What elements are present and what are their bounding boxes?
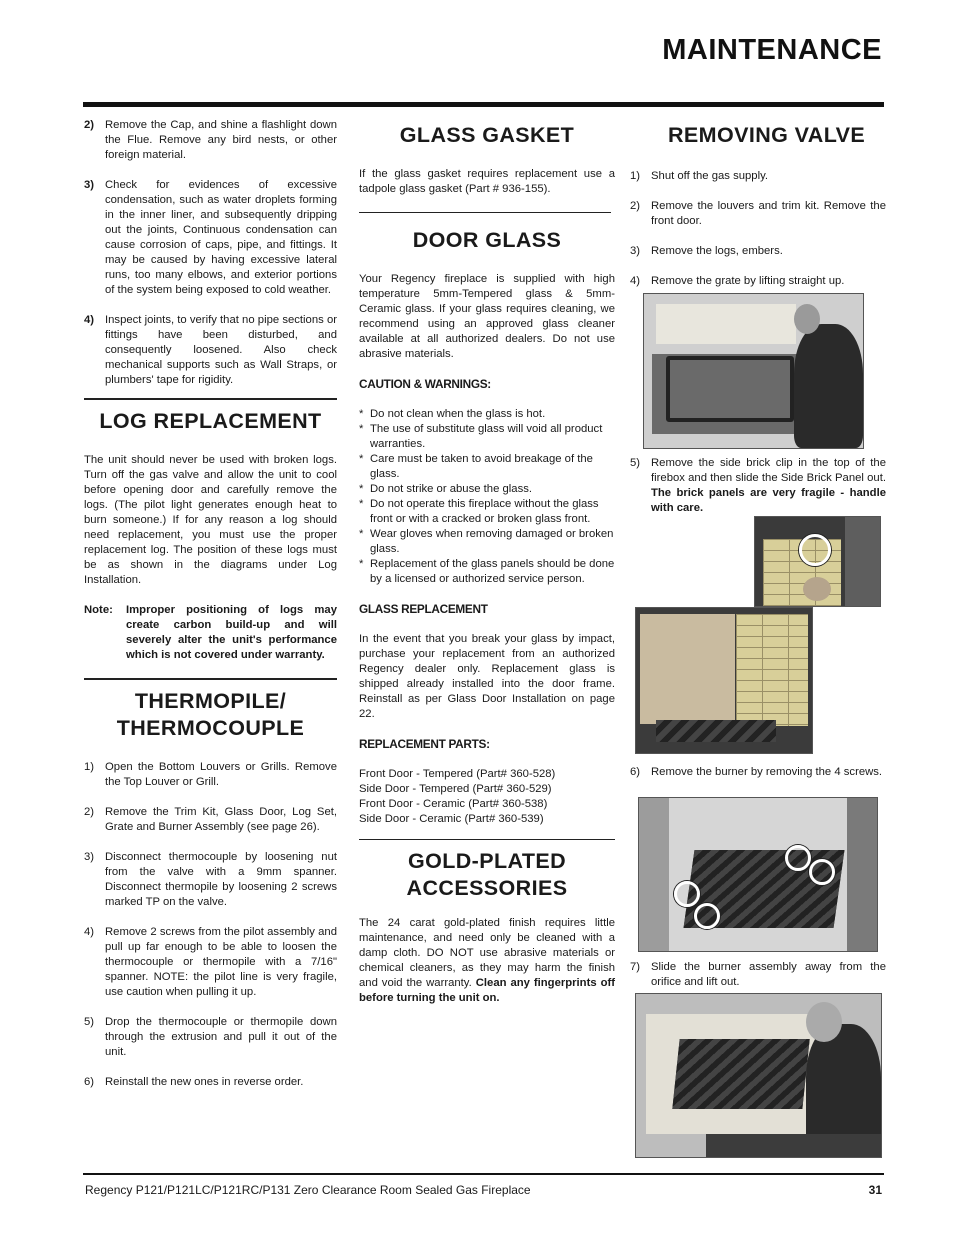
- section-heading-log-replacement: LOG REPLACEMENT: [99, 409, 322, 433]
- list-item: Front Door - Ceramic (Part# 360-538): [359, 798, 548, 810]
- warnings-list: [359, 407, 615, 587]
- photo-burner-screws: [638, 797, 878, 952]
- footer-text: Regency P121/P121LC/P121RC/P131 Zero Clearance Room Sealed Gas Fireplace: [85, 1183, 531, 1197]
- photo-sliding-burner: [635, 993, 882, 1158]
- door-glass-text: Your Regency fireplace is supplied with high temperature 5mm-Tempered glass & 5mm-Ceramic glass. If your glass requires cleaning, we recommend using an approved glass cleaner available at all authorized dealers. Do not use abrasive materials.: [359, 273, 615, 360]
- header-rule: [83, 102, 884, 107]
- list-item: 2) Remove the Cap, and shine a flashlight down the Flue. Remove any bird nests, or other foreign material.: [84, 119, 337, 161]
- list-item: Side Door - Ceramic (Part# 360-539): [359, 813, 544, 825]
- highlight-circle: [674, 881, 700, 907]
- section-heading-gold-plated: GOLD-PLATED ACCESSORIES: [406, 849, 568, 900]
- footer-rule: [83, 1173, 884, 1175]
- list-item: * Do not clean when the glass is hot.: [359, 408, 546, 420]
- step-5: 5) Remove the side brick clip in the top of the firebox and then slide the Side Brick Panel out. The brick panels are very fragile - handle with care.: [630, 457, 886, 514]
- highlight-circle: [694, 903, 720, 929]
- replacement-parts-heading: REPLACEMENT PARTS:: [359, 737, 490, 751]
- section-heading-removing-valve: REMOVING VALVE: [668, 123, 866, 147]
- section-heading-thermopile: THERMOPILE/ THERMOCOUPLE: [116, 689, 305, 740]
- list-item: * Wear gloves when removing damaged or broken glass.: [359, 528, 614, 555]
- section-divider: [84, 398, 337, 400]
- glass-replacement-text: In the event that you break your glass by impact, purchase your replacement from an authorized Regency dealer only. Replacement glass is shipped already installed into the door frame. Reinstall as per Glass Door Installation on page 22.: [359, 633, 615, 720]
- list-item: * Replacement of the glass panels should be done by a licensed or authorized service person.: [359, 558, 615, 585]
- list-item: 4) Remove the grate by lifting straight up.: [630, 275, 845, 287]
- page-number: 31: [868, 1183, 882, 1197]
- glass-replacement-heading: GLASS REPLACEMENT: [359, 602, 488, 616]
- section-divider: [84, 678, 337, 680]
- caution-heading: CAUTION & WARNINGS:: [359, 377, 491, 391]
- gold-plated-text: The 24 carat gold-plated finish requires little maintenance, and need only be cleaned with a damp cloth. DO NOT use abrasive materials or chemical cleaners, as they may harm the finish and void the warranty. Clean any fingerprints off before turning the unit on.: [359, 917, 616, 1004]
- section-divider: [359, 839, 615, 840]
- highlight-circle: [785, 845, 811, 871]
- step-6: 6) Remove the burner by removing the 4 screws.: [630, 766, 883, 778]
- list-item: Side Door - Tempered (Part# 360-529): [359, 783, 552, 795]
- photo-side-brick-panel: [635, 607, 813, 754]
- step-7: 7) Slide the burner assembly away from the orifice and lift out.: [630, 961, 886, 988]
- list-item: * The use of substitute glass will void all product warranties.: [359, 423, 603, 450]
- column-middle: [359, 118, 615, 1021]
- list-item: * Do not strike or abuse the glass.: [359, 483, 533, 495]
- log-note: Note: Improper positioning of logs may create carbon build-up and will severely alter the unit's performance which is not covered under warranty.: [84, 604, 337, 661]
- list-item: 3) Check for evidences of excessive condensation, such as water droplets forming in the inner liner, and subsequently dripping out the joints, Continuous condensation can cause corrosion of caps, pipe, and fittings. It may be caused by having excessive lateral runs, too many elbows, and exterior portions of the system being exposed to cold weather.: [84, 179, 337, 296]
- list-item: 1) Shut off the gas supply.: [630, 170, 769, 182]
- glass-gasket-text: If the glass gasket requires replacement use a tadpole glass gasket (Part # 936-155).: [359, 168, 615, 195]
- page-title: MAINTENANCE: [662, 34, 882, 66]
- list-item: * Care must be taken to avoid breakage of the glass.: [359, 453, 593, 480]
- photo-brick-clip: [754, 516, 881, 607]
- highlight-circle: [799, 534, 831, 566]
- list-item: Front Door - Tempered (Part# 360-528): [359, 768, 556, 780]
- photo-removing-grate: [643, 293, 864, 449]
- list-item: 2) Remove the louvers and trim kit. Remove the front door.: [630, 200, 886, 227]
- list-item: * Do not operate this fireplace without the glass front or with a cracked or broken glass front.: [359, 498, 599, 525]
- highlight-circle: [809, 859, 835, 885]
- list-item: 3) Remove the logs, embers.: [630, 245, 783, 257]
- column-right: [630, 118, 886, 289]
- list-item: 2) Remove the Trim Kit, Glass Door, Log Set, Grate and Burner Assembly (see page 26).: [84, 806, 337, 833]
- list-item: 4) Remove 2 screws from the pilot assembly and pull up far enough to be able to loosen the thermocouple or thermopile with a 7/16" spanner. NOTE: the pilot line is very fragile, use caution when pulling it up.: [84, 926, 337, 998]
- list-item: 4) Inspect joints, to verify that no pipe sections or fittings have been disturbed, and consequently loosened. Also check mechanical supports such as Wall Straps, or plumbers' tape for rigidity.: [84, 314, 337, 386]
- section-heading-glass-gasket: GLASS GASKET: [399, 123, 575, 147]
- list-item: 1) Open the Bottom Louvers or Grills. Remove the Top Louver or Grill.: [84, 761, 337, 788]
- list-item: 5) Drop the thermocouple or thermopile down through the extrusion and pull it out of the unit.: [84, 1016, 337, 1058]
- column-left: [84, 118, 337, 1105]
- list-item: 6) Reinstall the new ones in reverse order.: [84, 1076, 304, 1088]
- log-replacement-text: The unit should never be used with broken logs. Turn off the gas valve and allow the unit to cool before opening door and carefully remove the logs. (The pilot light generates enough heat to burn someone.) If for any reason a log should need replacement, you must use the proper replacement log. The position of these logs must be as shown in the diagrams under Log Installation.: [84, 454, 337, 586]
- parts-list: [359, 767, 615, 827]
- section-divider: [359, 212, 611, 213]
- list-item: 3) Disconnect thermocouple by loosening nut from the valve with a 9mm spanner. Disconnect thermopile by loosening 2 screws marked TP on the valve.: [84, 851, 337, 908]
- section-heading-door-glass: DOOR GLASS: [412, 228, 562, 252]
